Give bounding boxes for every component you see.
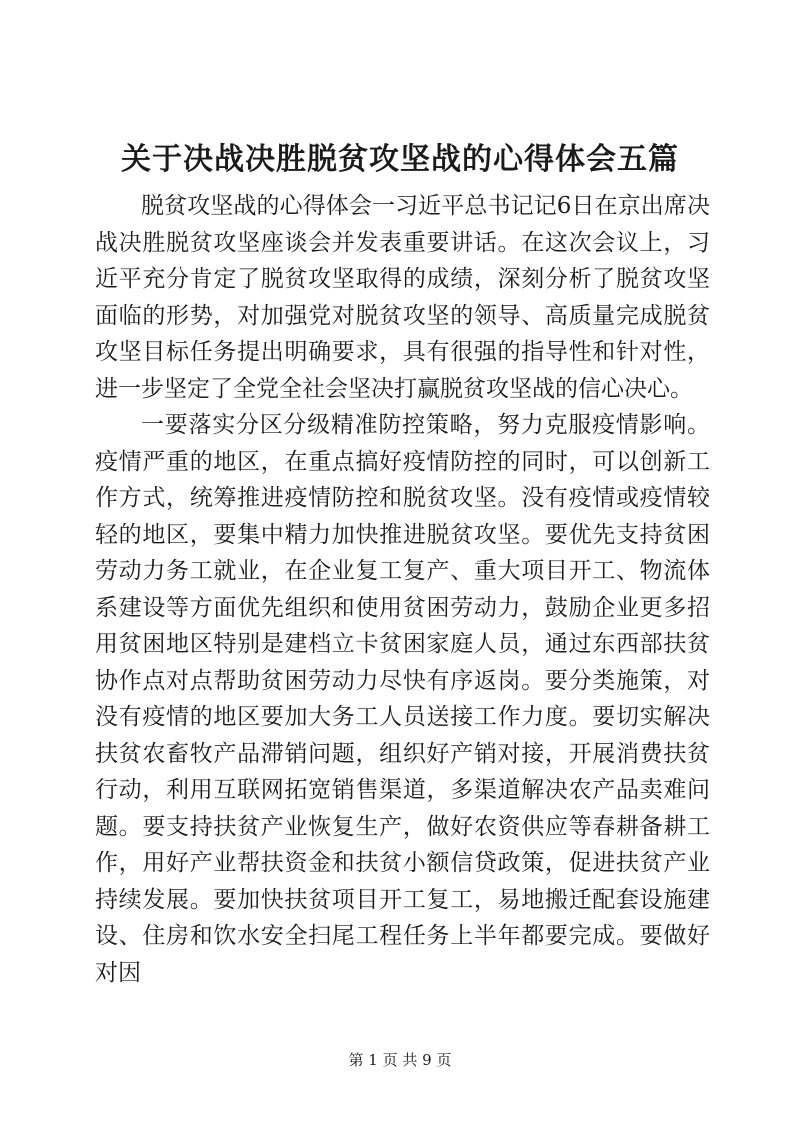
paragraph-1: 脱贫攻坚战的心得体会一习近平总书记记6日在京出席决战决胜脱贫攻坚座谈会并发表重要讲话。在这次会议上，习近平充分肯定了脱贫攻坚取得的成绩，深刻分析了脱贫攻坚面临的形势，对加强党对脱贫攻坚的领导、高质量完成脱贫攻坚目标任务提出明确要求，具有很强的指导性和针对性，进一步坚定了全党全社会坚决打赢脱贫攻坚战的信心决心。 bbox=[95, 193, 710, 402]
paragraph-2: 一要落实分区分级精准防控策略，努力克服疫情影响。疫情严重的地区，在重点搞好疫情防控的同时，可以创新工作方式，统筹推进疫情防控和脱贫攻坚。没有疫情或疫情较轻的地区，要集中精力加快推进脱贫攻坚。要优先支持贫困劳动力务工就业，在企业复工复产、重大项目开工、物流体系建设等方面优先组织和使用贫困劳动力，鼓励企业更多招用贫困地区特别是建档立卡贫困家庭人员，通过东西部扶贫协作点对点帮助贫困劳动力尽快有序返岗。要分类施策，对没有疫情的地区要加大务工人员送接工作力度。要切实解决扶贫农畜牧产品滞销问题，组织好产销对接，开展消费扶贫行动，利用互联网拓宽销售渠道，多渠道解决农产品卖难问题。要支持扶贫产业恢复生产，做好农资供应等春耕备耕工作，用好产业帮扶资金和扶贫小额信贷政策，促进扶贫产业持续发展。要加快扶贫项目开工复工，易地搬迁配套设施建设、住房和饮水安全扫尾工程任务上半年都要完成。要做好对因 bbox=[95, 412, 710, 986]
document-title: 关于决战决胜脱贫攻坚战的心得体会五篇 bbox=[121, 142, 679, 177]
document-body bbox=[95, 188, 710, 991]
page-number-footer: 第 1 页 共 9 页 bbox=[348, 1051, 452, 1069]
